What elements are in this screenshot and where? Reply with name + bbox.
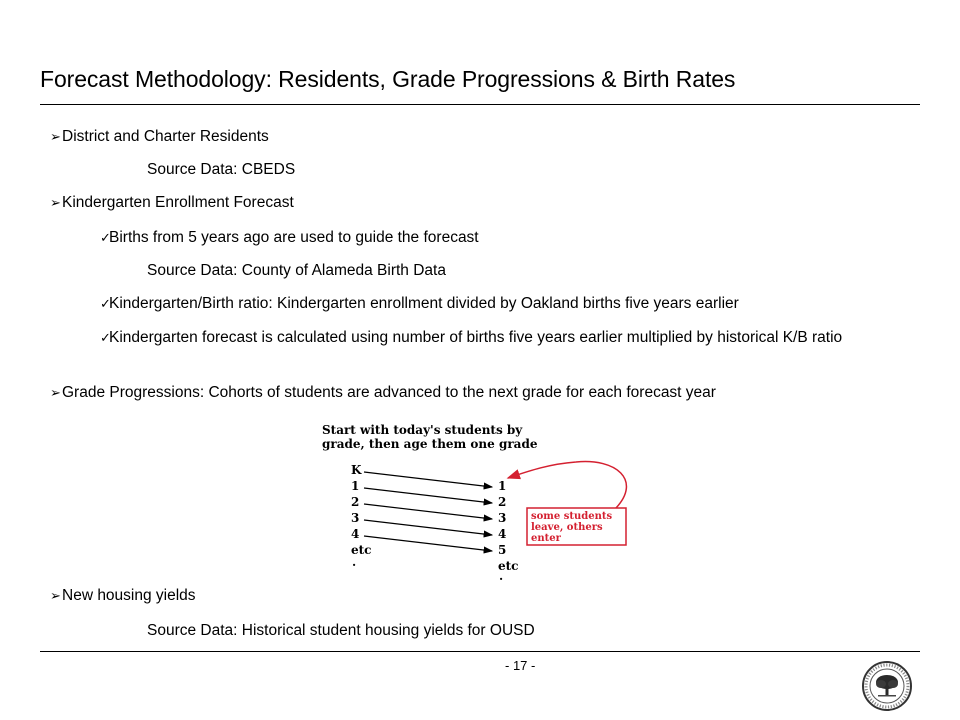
bullet-progressions: ➢Grade Progressions: Cohorts of students are advanced to the next grade for each forecast year (50, 384, 716, 401)
left-grade-4: 4 (351, 527, 360, 541)
sub-bullet-births: ✓Births from 5 years ago are used to guide the forecast (100, 229, 479, 246)
right-grade-5: 5 (498, 543, 507, 557)
grade-progression-diagram (286, 418, 642, 582)
left-grade-3: 3 (351, 511, 360, 525)
bullet-residents: ➢District and Charter Residents (50, 128, 269, 145)
left-grade-k: K (351, 463, 362, 477)
footer-divider (40, 651, 920, 652)
residents-source: Source Data: CBEDS (147, 161, 296, 178)
bullet-housing: ➢New housing yields (50, 587, 196, 604)
check-bullet-icon: ✓ (100, 296, 111, 311)
bullet-kindergarten: ➢Kindergarten Enrollment Forecast (50, 194, 294, 211)
left-grade-2: 2 (351, 495, 360, 509)
sub-bullet-calc: ✓Kindergarten forecast is calculated using number of births five years earlier multiplied by historical K/B ratio (100, 329, 843, 346)
note-line2: leave, others (531, 522, 603, 533)
diagram-heading-line1: Start with today's students by (322, 423, 523, 437)
births-source: Source Data: County of Alameda Birth Data (147, 262, 446, 279)
arrow-bullet-icon: ➢ (50, 385, 61, 400)
housing-source: Source Data: Historical student housing yields for OUSD (147, 622, 535, 639)
left-grade-etc: etc (351, 543, 372, 557)
check-bullet-icon: ✓ (100, 230, 111, 245)
right-grade-2: 2 (498, 495, 507, 509)
page-number: - 17 - (505, 658, 536, 673)
sub-bullet-ratio: ✓Kindergarten/Birth ratio: Kindergarten enrollment divided by Oakland births five years earlier (100, 295, 739, 312)
arrow-bullet-icon: ➢ (50, 195, 61, 210)
left-grade-dot: . (352, 555, 357, 569)
note-line3: enter (531, 533, 561, 544)
right-grade-dot: . (499, 569, 504, 582)
right-grade-4: 4 (498, 527, 507, 541)
check-bullet-icon: ✓ (100, 330, 111, 345)
right-grade-1: 1 (498, 479, 507, 493)
district-seal-logo (861, 660, 913, 712)
left-grade-1: 1 (351, 479, 360, 493)
slide-title: Forecast Methodology: Residents, Grade Progressions & Birth Rates (40, 66, 736, 92)
arrow-bullet-icon: ➢ (50, 129, 61, 144)
note-line1: some students (531, 511, 613, 522)
right-grade-3: 3 (498, 511, 507, 525)
arrow-bullet-icon: ➢ (50, 588, 61, 603)
right-grade-etc: etc (498, 559, 519, 573)
diagram-heading-line2: grade, then age them one grade (322, 437, 538, 451)
